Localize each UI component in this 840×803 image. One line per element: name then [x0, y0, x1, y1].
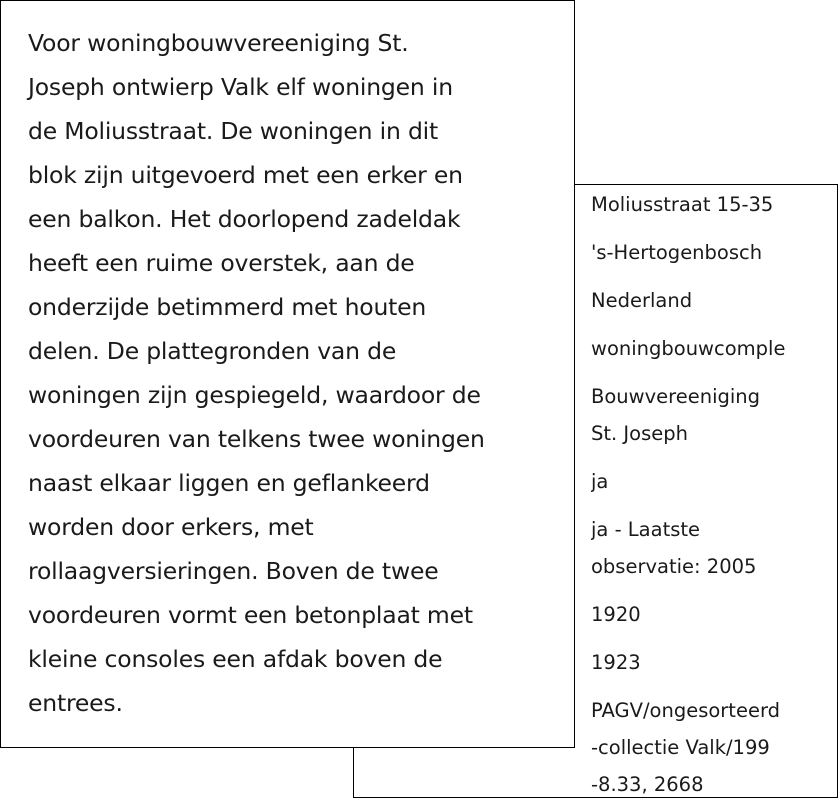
detail-type: woningbouwcomple — [591, 337, 786, 360]
detail-design-year: 1920 — [591, 603, 641, 626]
detail-built: ja — [591, 470, 609, 493]
detail-existing: ja - Laatste observatie: 2005 — [591, 518, 757, 578]
detail-client: Bouwvereeniging St. Joseph — [591, 385, 761, 445]
description-text: Voor woningbouwvereeniging St. Joseph ontwierp Valk elf woningen in de Moliusstraat. De woningen in dit blok zijn uitgevoerd met een erker en een balkon. Het doorlopend zadeldak heeft een ruime overstek, aan de onderzijde betimmerd met houten delen. De plattegronden van de woningen zijn gespiegeld, waardoor de voordeuren van telkens twee woningen naast elkaar liggen en geflankeerd worden door erkers, met rollaagversieringen. Boven de twee voordeuren vormt een betonplaat met kleine consoles een afdak boven de entrees. — [28, 29, 485, 717]
detail-completion-year: 1923 — [591, 651, 641, 674]
detail-city: 's-Hertogenbosch — [591, 241, 763, 264]
detail-archive: PAGV/ongesorteerd -collectie Valk/199 -8.33, 2668 — [591, 699, 780, 796]
detail-address: Moliusstraat 15-35 — [591, 193, 774, 216]
detail-country: Nederland — [591, 289, 693, 312]
details-list — [591, 186, 806, 803]
